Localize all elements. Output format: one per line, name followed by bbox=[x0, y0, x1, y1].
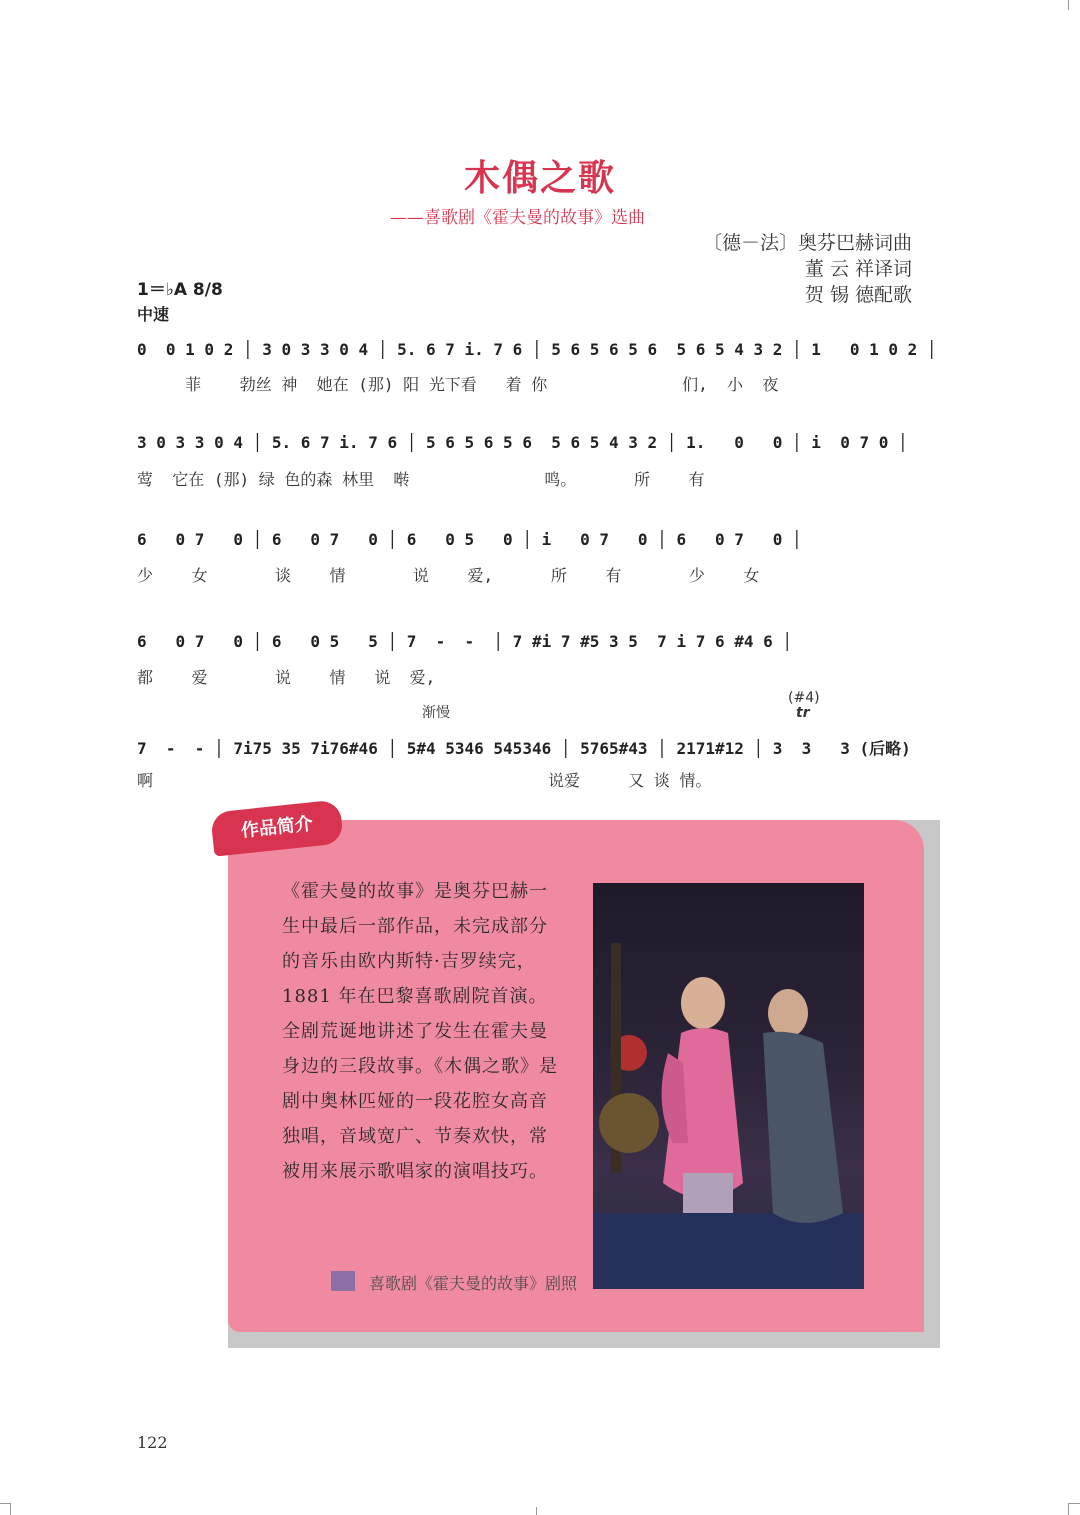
score-line-5-notes: 7 - - │ 7i75 35 7i76#46 │ 5#4 5346 545346 │ 5765#43 │ 2171#12 │ 3 3 3 (后略) bbox=[137, 739, 911, 758]
score-line-4-notes: 6 0 7 0 │ 6 0 5 5 │ 7 - - │ 7 #i 7 #5 3 5 7 i 7 6 #4 6 │ bbox=[137, 632, 793, 651]
tempo-marking: 中速 bbox=[137, 305, 170, 324]
song-subtitle: ——喜歌剧《霍夫曼的故事》选曲 bbox=[390, 208, 645, 228]
credit-translator: 董 云 祥译词 bbox=[804, 258, 912, 280]
score-line-1-lyrics: 菲 勃丝 神 她在 (那) 阳 光下看 着 你 们, 小 夜 bbox=[137, 375, 779, 394]
score-line-2-lyrics: 莺 它在 (那) 绿 色的森 林里 啭 鸣。 所 有 bbox=[137, 470, 705, 489]
slowing-marking: 渐慢 bbox=[422, 705, 450, 721]
score-line-4-lyrics: 都 爱 说 情 说 爱, bbox=[137, 668, 436, 687]
opera-stage-photo bbox=[593, 883, 864, 1289]
page-number: 122 bbox=[137, 1433, 168, 1452]
intro-tab-label: 作品简介 bbox=[210, 799, 344, 856]
score-line-3-lyrics: 少 女 谈 情 说 爱, 所 有 少 女 bbox=[137, 566, 760, 585]
score-line-5-lyrics: 啊 说爱 又 谈 情。 bbox=[137, 771, 712, 790]
score-line-2-notes: 3 0 3 3 0 4 │ 5. 6 7 i. 7 6 │ 5 6 5 6 5 6 5 6 5 4 3 2 │ 1. 0 0 │ i 0 7 0 │ bbox=[137, 433, 908, 452]
photo-caption: 喜歌剧《霍夫曼的故事》剧照 bbox=[369, 1274, 578, 1293]
score-line-1-notes: 0 0 1 0 2 │ 3 0 3 3 0 4 │ 5. 6 7 i. 7 6 │ 5 6 5 6 5 6 5 6 5 4 3 2 │ 1 0 1 0 2 │ bbox=[137, 340, 937, 359]
caption-marker bbox=[331, 1271, 355, 1291]
trill-note-marking: (#4) bbox=[788, 690, 820, 706]
intro-text: 《霍夫曼的故事》是奥芬巴赫一生中最后一部作品，未完成部分的音乐由欧内斯特·吉罗续完，1881 年在巴黎喜歌剧院首演。全剧荒诞地讲述了发生在霍夫曼身边的三段故事。《木偶之歌》是剧中奥林匹娅的一段花腔女高音独唱，音域宽广、节奏欢快，常被用来展示歌唱家的演唱技巧。 bbox=[282, 881, 558, 1182]
key-signature: 1＝♭A 8/8 bbox=[137, 280, 223, 300]
trill-marking: tr bbox=[796, 705, 810, 721]
credit-arranger: 贺 锡 德配歌 bbox=[804, 284, 912, 306]
score-line-3-notes: 6 0 7 0 │ 6 0 7 0 │ 6 0 5 0 │ i 0 7 0 │ 6 0 7 0 │ bbox=[137, 530, 802, 549]
credits bbox=[703, 230, 912, 308]
credit-composer: 〔德－法〕奥芬巴赫词曲 bbox=[702, 232, 912, 254]
song-title: 木偶之歌 bbox=[463, 158, 616, 199]
